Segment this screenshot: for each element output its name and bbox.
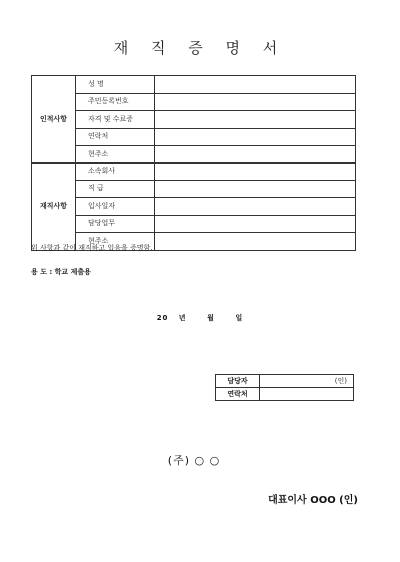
manager-contact-field[interactable] <box>260 388 354 401</box>
signature-table <box>215 374 354 401</box>
row-label-company: 소속회사 <box>76 163 155 181</box>
row-label-rank: 직 급 <box>76 180 155 198</box>
row-label-qualification: 자격 및 수료증 <box>76 111 155 129</box>
field-work-address[interactable] <box>155 233 356 251</box>
field-company[interactable] <box>155 163 356 181</box>
purpose-line: 용 도 : 학교 제출용 <box>31 268 91 276</box>
row-label-join-date: 입사일자 <box>76 198 155 216</box>
personal-section-heading: 인적사항 <box>32 76 76 164</box>
date-year: 20 <box>156 314 169 322</box>
field-duty[interactable] <box>155 215 356 233</box>
date-day-unit: 일 <box>235 314 244 322</box>
document-title: 재 직 증 명 서 <box>113 39 287 57</box>
row-label-duty: 담당업무 <box>76 215 155 233</box>
date-year-unit: 년 <box>178 314 187 322</box>
manager-label: 담당자 <box>216 375 260 388</box>
employment-info-table <box>31 162 356 251</box>
date-month-unit: 월 <box>207 314 215 322</box>
row-label-contact: 연락처 <box>76 128 155 146</box>
row-label-address: 현주소 <box>76 233 155 251</box>
field-contact[interactable] <box>155 128 356 146</box>
company-name: (주) ○ ○ <box>167 454 221 467</box>
issue-date <box>0 313 400 323</box>
certification-statement: 위 사항과 같이 재직하고 있음을 증명함. <box>31 244 153 252</box>
manager-seal-field[interactable]: (인) <box>260 375 354 388</box>
ceo-signature: 대표이사 OOO (인) <box>268 495 358 506</box>
manager-contact-label: 연락처 <box>216 388 260 401</box>
employment-section-heading: 재직사항 <box>32 163 76 251</box>
field-join-date[interactable] <box>155 198 356 216</box>
row-label-resident-number: 주민등록번호 <box>76 93 155 111</box>
field-name[interactable] <box>155 76 356 94</box>
field-qualification[interactable] <box>155 111 356 129</box>
row-label-address: 현주소 <box>76 146 155 164</box>
field-address[interactable] <box>155 146 356 164</box>
field-rank[interactable] <box>155 180 356 198</box>
row-label-name: 성 명 <box>76 76 155 94</box>
personal-info-table <box>31 75 356 164</box>
field-resident-number[interactable] <box>155 93 356 111</box>
